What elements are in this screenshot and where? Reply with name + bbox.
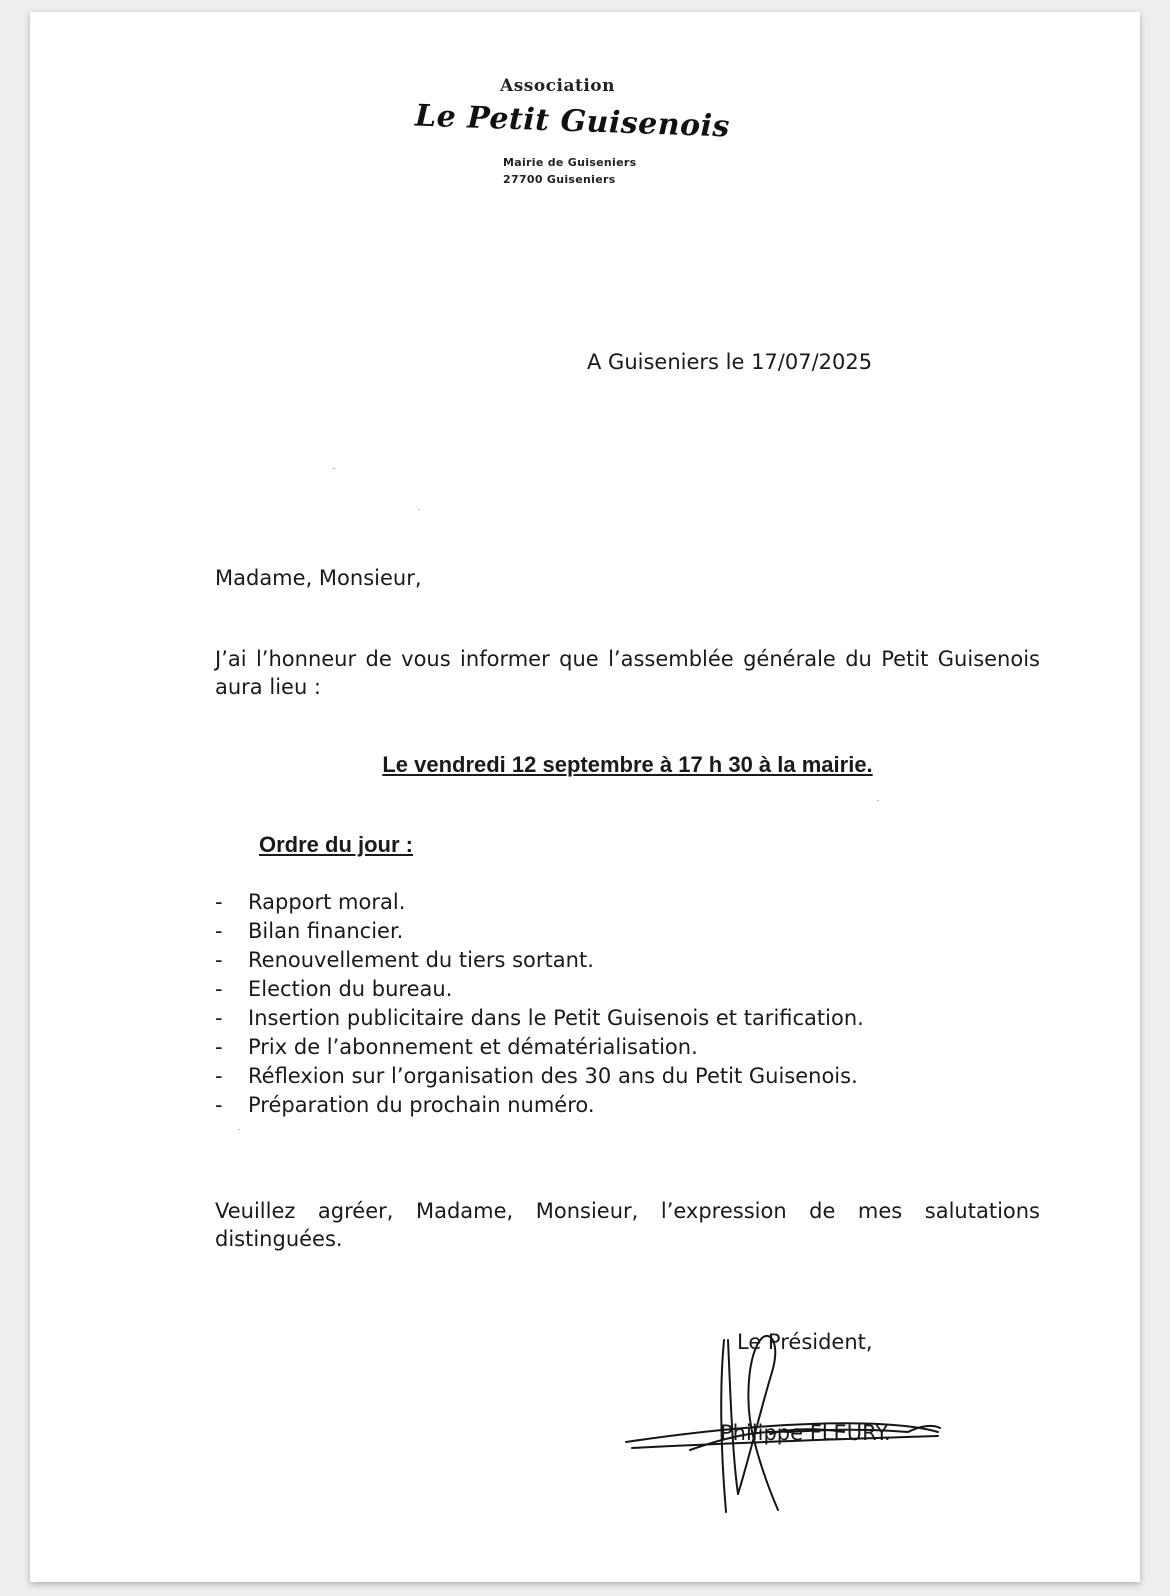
letter-date: A Guiseniers le 17/07/2025 — [587, 350, 873, 374]
list-bullet: - — [215, 1006, 223, 1030]
letterhead-association: Association — [500, 76, 616, 96]
agenda-item — [215, 1062, 864, 1091]
agenda-item-text: Bilan financier. — [248, 919, 404, 943]
scan-speck — [877, 800, 879, 801]
agenda-item — [215, 888, 864, 917]
list-bullet: - — [215, 977, 223, 1001]
list-bullet: - — [215, 1035, 223, 1059]
list-bullet: - — [215, 1093, 223, 1117]
agenda-item-text: Insertion publicitaire dans le Petit Guisenois et tarification. — [248, 1006, 864, 1030]
agenda-item-text: Prix de l’abonnement et dématérialisation. — [248, 1035, 698, 1059]
agenda-item — [215, 946, 864, 975]
signatory-name: Philippe FLEURY. — [720, 1421, 891, 1445]
list-bullet: - — [215, 948, 223, 972]
salutation: Madame, Monsieur, — [215, 566, 422, 590]
agenda-item — [215, 1091, 864, 1120]
agenda-item-text: Rapport moral. — [248, 890, 406, 914]
agenda-item — [215, 917, 864, 946]
scan-speck — [333, 468, 335, 469]
agenda-item-text: Renouvellement du tiers sortant. — [248, 948, 594, 972]
letterhead-logo-name: Le Petit Guisenois — [414, 98, 731, 145]
meeting-announcement: Le vendredi 12 septembre à 17 h 30 à la mairie. — [382, 752, 873, 777]
signatory-title: Le Président, — [737, 1330, 873, 1354]
scan-speck — [418, 509, 420, 510]
list-bullet: - — [215, 1064, 223, 1088]
scan-speck — [238, 1129, 240, 1130]
agenda-item — [215, 975, 864, 1004]
agenda-item-text: Préparation du prochain numéro. — [248, 1093, 595, 1117]
letterhead-address-line2: 27700 Guiseniers — [503, 173, 616, 186]
agenda-item — [215, 1004, 864, 1033]
list-bullet: - — [215, 919, 223, 943]
agenda-item-text: Election du bureau. — [248, 977, 453, 1001]
closing-paragraph: Veuillez agréer, Madame, Monsieur, l’expression de mes salutations distinguées. — [215, 1199, 1040, 1251]
handwritten-signature — [620, 1312, 950, 1522]
agenda-item-text: Réflexion sur l’organisation des 30 ans du Petit Guisenois. — [248, 1064, 858, 1088]
agenda-title: Ordre du jour : — [259, 832, 413, 857]
agenda-item — [215, 1033, 864, 1062]
list-bullet: - — [215, 890, 223, 914]
intro-paragraph: J’ai l’honneur de vous informer que l’assemblée générale du Petit Guisenois aura lieu : — [215, 647, 1040, 699]
letterhead-address-line1: Mairie de Guiseniers — [503, 156, 637, 169]
agenda-list — [215, 888, 864, 1120]
letter-page — [30, 12, 1140, 1582]
